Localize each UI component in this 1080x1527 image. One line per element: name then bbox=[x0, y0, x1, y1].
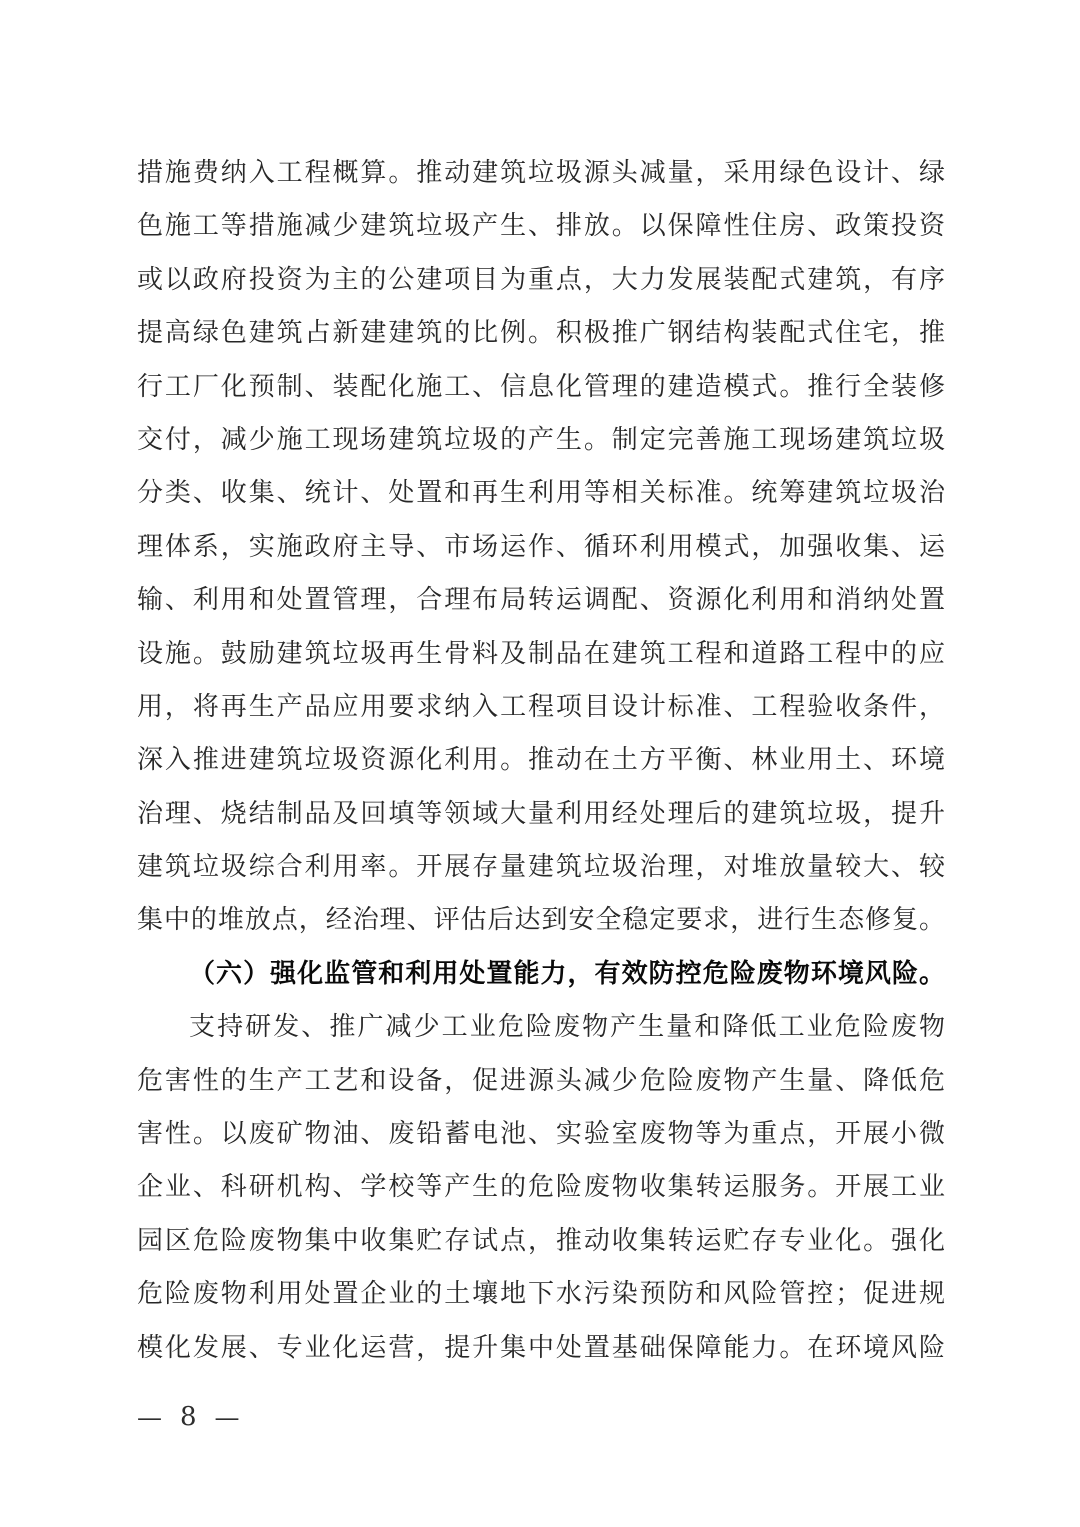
body-line: 支持研发、推广减少工业危险废物产生量和降低工业危险废物 bbox=[189, 1012, 945, 1043]
body-line: 提高绿色建筑占新建建筑的比例。积极推广钢结构装配式住宅，推 bbox=[137, 318, 945, 349]
body-line: 理体系，实施政府主导、市场运作、循环利用模式，加强收集、运 bbox=[137, 531, 945, 562]
body-line: 害性。以废矿物油、废铅蓄电池、实验室废物等为重点，开展小微 bbox=[137, 1119, 945, 1150]
body-line: 分类、收集、统计、处置和再生利用等相关标准。统筹建筑垃圾治 bbox=[137, 478, 945, 509]
footer-dash-right: — bbox=[214, 1402, 240, 1432]
body-line: 建筑垃圾综合利用率。开展存量建筑垃圾治理，对堆放量较大、较 bbox=[137, 852, 945, 883]
body-line: 或以政府投资为主的公建项目为重点，大力发展装配式建筑，有序 bbox=[137, 264, 945, 295]
body-line: 深入推进建筑垃圾资源化利用。推动在土方平衡、林业用土、环境 bbox=[137, 745, 945, 776]
body-line: 措施费纳入工程概算。推动建筑垃圾源头减量，采用绿色设计、绿 bbox=[137, 158, 945, 188]
body-line: 危险废物利用处置企业的土壤地下水污染预防和风险管控；促进规 bbox=[137, 1279, 945, 1310]
body-line: 用，将再生产品应用要求纳入工程项目设计标准、工程验收条件， bbox=[137, 691, 945, 722]
body-line: 设施。鼓励建筑垃圾再生骨料及制品在建筑工程和道路工程中的应 bbox=[137, 638, 945, 669]
body-line: 交付，减少施工现场建筑垃圾的产生。制定完善施工现场建筑垃圾 bbox=[137, 424, 945, 455]
page-footer bbox=[137, 1402, 240, 1432]
body-line: 企业、科研机构、学校等产生的危险废物收集转运服务。开展工业 bbox=[137, 1172, 945, 1203]
body-line: 治理、烧结制品及回填等领域大量利用经处理后的建筑垃圾，提升 bbox=[137, 798, 945, 829]
footer-dash-left: — bbox=[137, 1402, 162, 1432]
page-number: 8 bbox=[180, 1402, 197, 1432]
body-line: 危害性的生产工艺和设备，促进源头减少危险废物产生量、降低危 bbox=[137, 1065, 945, 1096]
body-line: 园区危险废物集中收集贮存试点，推动收集转运贮存专业化。强化 bbox=[137, 1225, 945, 1256]
body-line: 色施工等措施减少建筑垃圾产生、排放。以保障性住房、政策投资 bbox=[137, 211, 945, 242]
body-line: 输、利用和处置管理，合理布局转运调配、资源化利用和消纳处置 bbox=[137, 585, 945, 616]
section-heading: （六）强化监管和利用处置能力，有效防控危险废物环境风险。 bbox=[189, 958, 945, 989]
body-line: 模化发展、专业化运营，提升集中处置基础保障能力。在环境风险 bbox=[137, 1332, 945, 1363]
body-line: 行工厂化预制、装配化施工、信息化管理的建造模式。推行全装修 bbox=[137, 371, 945, 402]
body-line: 集中的堆放点，经治理、评估后达到安全稳定要求，进行生态修复。 bbox=[137, 905, 945, 936]
document-body bbox=[137, 147, 945, 1375]
